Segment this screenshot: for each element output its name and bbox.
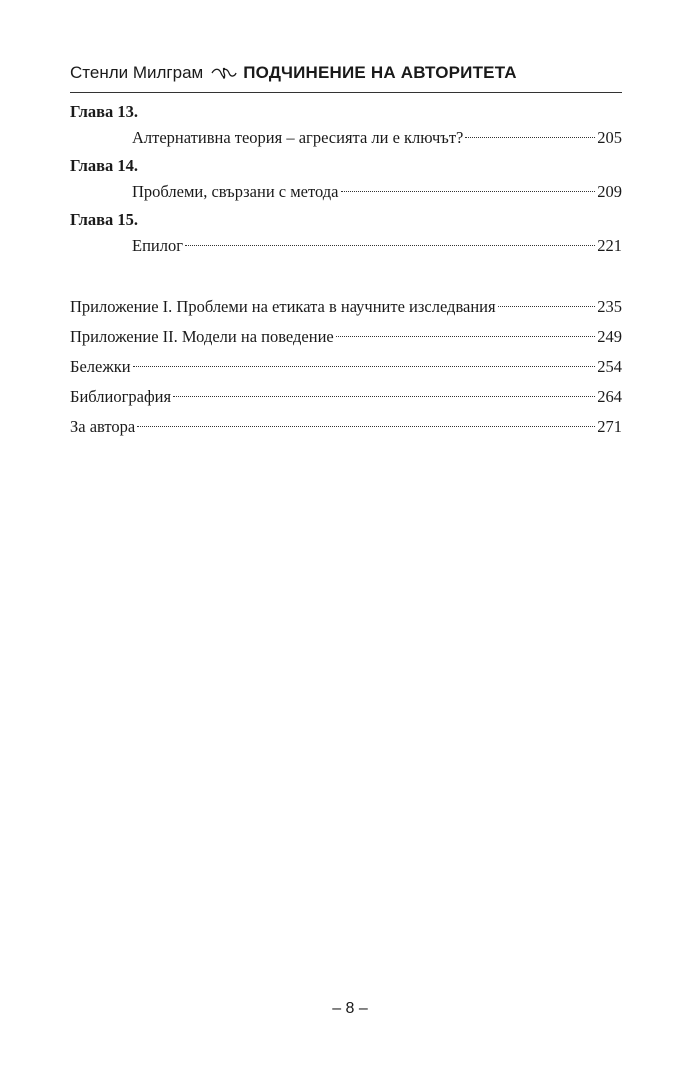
dot-leader (137, 426, 595, 427)
dot-leader (173, 396, 595, 397)
entry-page: 235 (597, 297, 622, 316)
toc-chapter-13 (70, 100, 622, 152)
entry-page: 209 (597, 182, 622, 201)
table-of-contents (70, 100, 622, 442)
entry-page: 271 (597, 417, 622, 436)
toc-chapter-14 (70, 154, 622, 206)
toc-back-entry (70, 412, 622, 442)
toc-chapter-15 (70, 208, 622, 260)
entry-page: 205 (597, 128, 622, 147)
section-gap (70, 262, 622, 292)
entry-title: Алтернативна теория – агресията ли е ключът? (132, 128, 464, 147)
entry-title: Проблеми, свързани с метода (132, 182, 339, 201)
header-book-title: ПОДЧИНЕНИЕ НА АВТОРИТЕТА (243, 63, 517, 82)
toc-entry (70, 124, 622, 152)
chapter-label: Глава 15. (70, 210, 139, 229)
toc-entry (70, 232, 622, 260)
entry-title: За автора (70, 417, 136, 436)
page-number: – 8 – (332, 1000, 368, 1017)
chapter-label: Глава 13. (70, 102, 139, 121)
dot-leader (465, 137, 595, 138)
chapter-label: Глава 14. (70, 156, 139, 175)
entry-title: Библиография (70, 387, 172, 406)
entry-title: Приложение I. Проблеми на етиката в научните изследвания (70, 297, 496, 316)
entry-page: 254 (597, 357, 622, 376)
entry-page: 221 (597, 236, 622, 255)
dot-leader (185, 245, 595, 246)
dot-leader (341, 191, 596, 192)
header-divider (70, 92, 622, 93)
entry-title: Приложение II. Модели на поведение (70, 327, 334, 346)
toc-back-entry (70, 292, 622, 322)
running-header (70, 58, 622, 88)
entry-page: 249 (597, 327, 622, 346)
dot-leader (498, 306, 596, 307)
dot-leader (336, 336, 596, 337)
entry-page: 264 (597, 387, 622, 406)
decorative-flourish-icon (211, 66, 237, 80)
toc-back-entry (70, 322, 622, 352)
entry-title: Бележки (70, 357, 131, 376)
toc-entry (70, 178, 622, 206)
entry-title: Епилог (132, 236, 183, 255)
dot-leader (133, 366, 596, 367)
header-author: Стенли Милграм (70, 63, 204, 82)
toc-back-entry (70, 382, 622, 412)
toc-back-entry (70, 352, 622, 382)
